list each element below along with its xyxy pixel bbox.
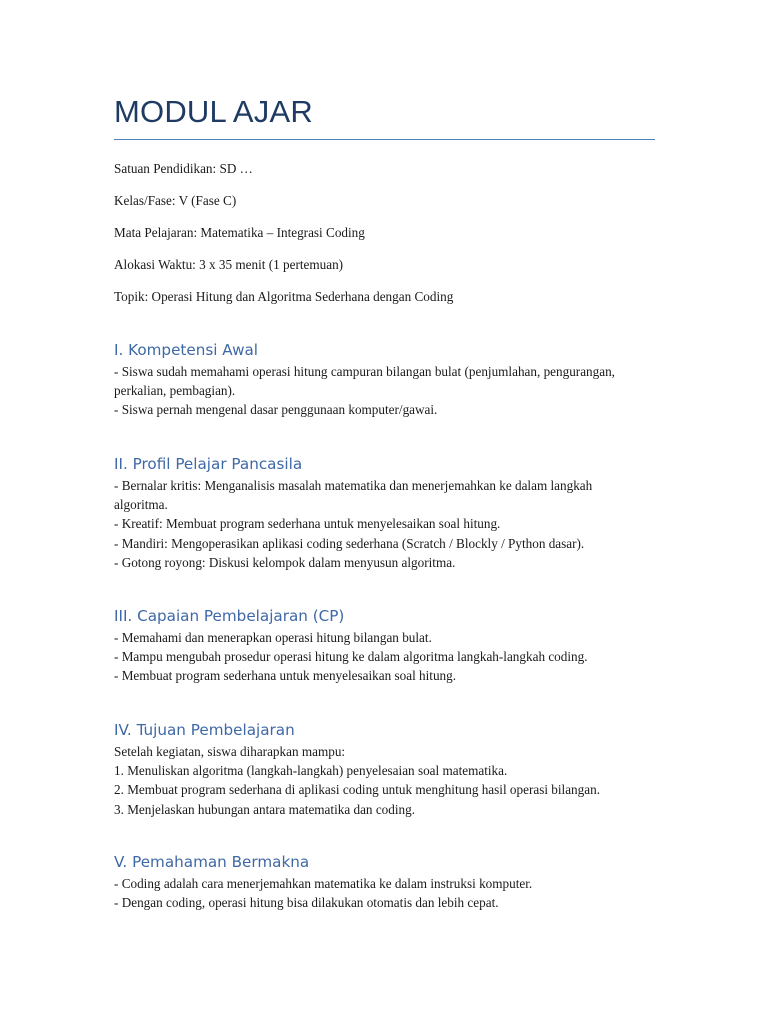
info-satuan-pendidikan: Satuan Pendidikan: SD … bbox=[114, 161, 253, 176]
info-topik: Topik: Operasi Hitung dan Algoritma Sederhana dengan Coding bbox=[114, 289, 454, 304]
section-line: 1. Menuliskan algoritma (langkah-langkah) penyelesaian soal matematika. bbox=[114, 763, 508, 779]
section-line: - Mandiri: Mengoperasikan aplikasi coding sederhana (Scratch / Blockly / Python dasar). bbox=[114, 535, 585, 551]
section-tujuan-pembelajaran bbox=[114, 720, 656, 819]
section-line: - Siswa pernah mengenal dasar penggunaan komputer/gawai. bbox=[114, 402, 438, 418]
section-line: - Gotong royong: Diskusi kelompok dalam menyusun algoritma. bbox=[114, 554, 456, 570]
title-divider bbox=[114, 139, 655, 140]
info-kelas-fase: Kelas/Fase: V (Fase C) bbox=[114, 193, 237, 208]
section-heading: V. Pemahaman Bermakna bbox=[114, 853, 310, 871]
section-line: - Mampu mengubah prosedur operasi hitung ke dalam algoritma langkah-langkah coding. bbox=[114, 649, 588, 665]
section-line: - Coding adalah cara menerjemahkan matematika ke dalam instruksi komputer. bbox=[114, 876, 533, 891]
section-line: - Bernalar kritis: Menganalisis masalah matematika dan menerjemahkan ke dalam langkah algoritma. bbox=[114, 478, 593, 513]
section-heading: III. Capaian Pembelajaran (CP) bbox=[114, 607, 345, 625]
section-profil-pelajar-pancasila bbox=[114, 454, 656, 572]
section-line: 3. Menjelaskan hubungan antara matematika dan coding. bbox=[114, 801, 416, 817]
section-line: 2. Membuat program sederhana di aplikasi coding untuk menghitung hasil operasi bilangan. bbox=[114, 782, 600, 798]
info-mata-pelajaran: Mata Pelajaran: Matematika – Integrasi Coding bbox=[114, 225, 365, 240]
section-capaian-pembelajaran bbox=[114, 606, 656, 686]
section-line: - Memahami dan menerapkan operasi hitung bilangan bulat. bbox=[114, 630, 432, 645]
section-line: - Membuat program sederhana untuk menyelesaikan soal hitung. bbox=[114, 668, 457, 684]
section-kompetensi-awal bbox=[114, 340, 656, 420]
section-line: - Kreatif: Membuat program sederhana untuk menyelesaikan soal hitung. bbox=[114, 516, 501, 532]
document-page bbox=[114, 0, 656, 1024]
document-title: MODUL AJAR bbox=[114, 94, 313, 129]
section-pemahaman-bermakna bbox=[114, 852, 656, 912]
section-heading: IV. Tujuan Pembelajaran bbox=[114, 721, 295, 739]
section-line: - Dengan coding, operasi hitung bisa dilakukan otomatis dan lebih cepat. bbox=[114, 895, 499, 911]
section-heading: I. Kompetensi Awal bbox=[114, 341, 259, 359]
section-line: - Siswa sudah memahami operasi hitung campuran bilangan bulat (penjumlahan, pengurangan, perkalian, pembagian). bbox=[114, 364, 615, 399]
info-alokasi-waktu: Alokasi Waktu: 3 x 35 menit (1 pertemuan) bbox=[114, 257, 344, 272]
section-line: Setelah kegiatan, siswa diharapkan mampu: bbox=[114, 744, 346, 759]
section-heading: II. Profil Pelajar Pancasila bbox=[114, 455, 303, 473]
